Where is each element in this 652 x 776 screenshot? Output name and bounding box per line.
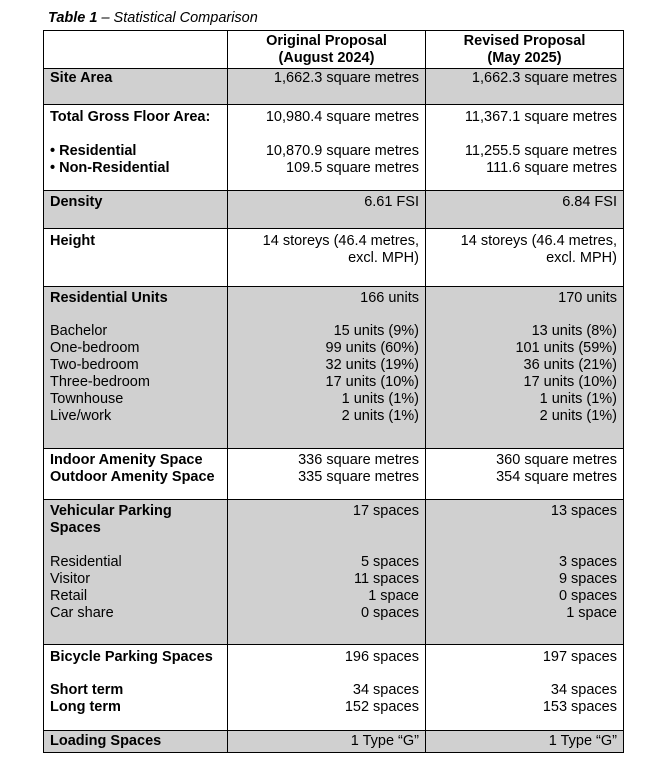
parking-type-original: 5 spaces bbox=[360, 554, 419, 570]
loading-label: Loading Spaces bbox=[44, 731, 228, 753]
bicycle-long-term-label: Long term bbox=[50, 699, 121, 715]
gfa-residential-original: 10,870.9 square metres bbox=[265, 143, 419, 159]
gfa-label-cell bbox=[44, 105, 228, 191]
parking-type-revised: 1 space bbox=[566, 605, 617, 621]
site-area-revised: 1,662.3 square metres bbox=[426, 69, 624, 105]
bicycle-long-term-revised: 153 spaces bbox=[542, 699, 617, 715]
gfa-non-residential-revised: 111.6 square metres bbox=[486, 160, 617, 176]
caption-label: Table 1 bbox=[48, 10, 98, 26]
loading-revised: 1 Type “G” bbox=[426, 731, 624, 753]
vehicle-label-line1: Vehicular Parking bbox=[50, 503, 172, 519]
units-label: Residential Units bbox=[50, 290, 168, 306]
units-original-cell bbox=[228, 287, 426, 449]
unit-type-original: 99 units (60%) bbox=[325, 340, 419, 356]
unit-type-label: Two-bedroom bbox=[50, 357, 139, 373]
unit-type-original: 32 units (19%) bbox=[325, 357, 419, 373]
amenity-row bbox=[44, 449, 624, 500]
density-revised: 6.84 FSI bbox=[426, 191, 624, 229]
site-area-row bbox=[44, 69, 624, 105]
gfa-non-residential-label: • Non-Residential bbox=[50, 160, 170, 176]
site-area-original: 1,662.3 square metres bbox=[228, 69, 426, 105]
unit-type-revised: 2 units (1%) bbox=[539, 408, 617, 424]
unit-type-revised: 17 units (10%) bbox=[523, 374, 617, 390]
unit-type-revised: 101 units (59%) bbox=[515, 340, 617, 356]
density-original: 6.61 FSI bbox=[228, 191, 426, 229]
height-revised-line1: 14 storeys (46.4 metres, bbox=[460, 233, 617, 249]
table-caption bbox=[48, 9, 258, 27]
parking-type-label: Retail bbox=[50, 588, 88, 604]
bicycle-long-term-original: 152 spaces bbox=[344, 699, 419, 715]
statistical-comparison-table bbox=[43, 30, 624, 753]
vehicle-revised-cell bbox=[426, 500, 624, 645]
unit-type-revised: 13 units (8%) bbox=[531, 323, 617, 339]
bicycle-revised: 197 spaces bbox=[542, 649, 617, 665]
vehicle-parking-row bbox=[44, 500, 624, 645]
height-revised-line2: excl. MPH) bbox=[546, 250, 617, 266]
unit-type-original: 15 units (9%) bbox=[333, 323, 419, 339]
amenity-revised-cell bbox=[426, 449, 624, 500]
unit-type-original: 1 units (1%) bbox=[341, 391, 419, 407]
residential-units-row bbox=[44, 287, 624, 449]
height-row bbox=[44, 229, 624, 287]
gfa-original: 10,980.4 square metres bbox=[265, 109, 419, 125]
indoor-amenity-revised: 360 square metres bbox=[496, 452, 617, 468]
parking-type-label: Car share bbox=[50, 605, 114, 621]
parking-type-original: 11 spaces bbox=[353, 571, 419, 587]
unit-type-label: One-bedroom bbox=[50, 340, 140, 356]
indoor-amenity-label: Indoor Amenity Space bbox=[50, 452, 203, 468]
unit-type-original: 2 units (1%) bbox=[341, 408, 419, 424]
height-original-line1: 14 storeys (46.4 metres, bbox=[262, 233, 419, 249]
bicycle-original-cell bbox=[228, 645, 426, 731]
unit-type-revised: 36 units (21%) bbox=[523, 357, 617, 373]
density-label: Density bbox=[44, 191, 228, 229]
gfa-row bbox=[44, 105, 624, 191]
bicycle-revised-cell bbox=[426, 645, 624, 731]
bicycle-label-cell bbox=[44, 645, 228, 731]
gfa-residential-label: • Residential bbox=[50, 143, 137, 159]
header-revised-line1: Revised Proposal bbox=[463, 33, 586, 49]
units-revised: 170 units bbox=[558, 290, 617, 306]
site-area-label: Site Area bbox=[44, 69, 228, 105]
density-row bbox=[44, 191, 624, 229]
unit-type-revised: 1 units (1%) bbox=[539, 391, 617, 407]
height-original-cell bbox=[228, 229, 426, 287]
unit-type-original: 17 units (10%) bbox=[325, 374, 419, 390]
header-revised bbox=[426, 31, 624, 69]
header-revised-line2: (May 2025) bbox=[487, 50, 562, 66]
unit-type-label: Townhouse bbox=[50, 391, 124, 407]
unit-type-label: Live/work bbox=[50, 408, 112, 424]
header-blank-cell bbox=[44, 31, 228, 69]
gfa-revised: 11,367.1 square metres bbox=[464, 109, 617, 125]
header-original bbox=[228, 31, 426, 69]
vehicle-label-line2: Spaces bbox=[50, 520, 101, 536]
bicycle-parking-row bbox=[44, 645, 624, 731]
outdoor-amenity-revised: 354 square metres bbox=[496, 469, 617, 485]
loading-original: 1 Type “G” bbox=[228, 731, 426, 753]
vehicle-label-cell bbox=[44, 500, 228, 645]
height-label: Height bbox=[44, 229, 228, 287]
parking-type-original: 1 space bbox=[368, 588, 419, 604]
height-original-line2: excl. MPH) bbox=[348, 250, 419, 266]
gfa-label: Total Gross Floor Area: bbox=[50, 109, 211, 125]
height-revised-cell bbox=[426, 229, 624, 287]
parking-type-label: Residential bbox=[50, 554, 122, 570]
units-revised-cell bbox=[426, 287, 624, 449]
outdoor-amenity-original: 335 square metres bbox=[298, 469, 419, 485]
header-row bbox=[44, 31, 624, 69]
header-original-line1: Original Proposal bbox=[266, 33, 387, 49]
indoor-amenity-original: 336 square metres bbox=[298, 452, 419, 468]
amenity-original-cell bbox=[228, 449, 426, 500]
vehicle-original: 17 spaces bbox=[352, 503, 419, 519]
parking-type-revised: 9 spaces bbox=[558, 571, 617, 587]
units-original: 166 units bbox=[360, 290, 419, 306]
parking-type-label: Visitor bbox=[50, 571, 91, 587]
vehicle-revised: 13 spaces bbox=[550, 503, 617, 519]
outdoor-amenity-label: Outdoor Amenity Space bbox=[50, 469, 215, 485]
caption-title: – Statistical Comparison bbox=[97, 10, 258, 26]
gfa-residential-revised: 11,255.5 square metres bbox=[464, 143, 617, 159]
unit-type-label: Bachelor bbox=[50, 323, 108, 339]
bicycle-label: Bicycle Parking Spaces bbox=[50, 649, 213, 665]
bicycle-short-term-revised: 34 spaces bbox=[550, 682, 617, 698]
vehicle-original-cell bbox=[228, 500, 426, 645]
units-label-cell bbox=[44, 287, 228, 449]
gfa-non-residential-original: 109.5 square metres bbox=[286, 160, 419, 176]
bicycle-short-term-original: 34 spaces bbox=[352, 682, 419, 698]
bicycle-original: 196 spaces bbox=[344, 649, 419, 665]
unit-type-label: Three-bedroom bbox=[50, 374, 150, 390]
header-original-line2: (August 2024) bbox=[278, 50, 375, 66]
bicycle-short-term-label: Short term bbox=[50, 682, 124, 698]
parking-type-original: 0 spaces bbox=[360, 605, 419, 621]
gfa-original-cell bbox=[228, 105, 426, 191]
parking-type-revised: 0 spaces bbox=[558, 588, 617, 604]
gfa-revised-cell bbox=[426, 105, 624, 191]
amenity-label-cell bbox=[44, 449, 228, 500]
parking-type-revised: 3 spaces bbox=[558, 554, 617, 570]
loading-spaces-row bbox=[44, 731, 624, 753]
